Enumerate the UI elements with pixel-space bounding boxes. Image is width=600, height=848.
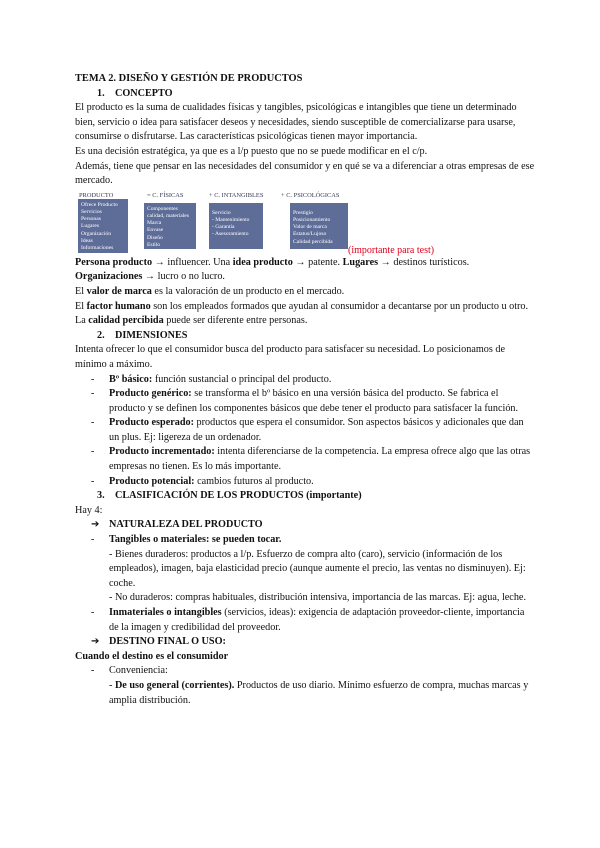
bold-term: Producto potencial: [109,475,195,487]
text-run: cambios futuros al producto. [194,475,314,487]
diagram-box-line: Servicio [212,209,231,216]
diagram-box-line: Marca [147,220,162,227]
diagram-box-line: Prestigio [293,209,313,216]
text-run: El [75,285,87,297]
category-heading-destino [75,635,535,650]
bold-term: idea producto [232,256,293,268]
diagram-box-line: Ofrece Producto [81,201,118,208]
bold-term: Persona producto [75,256,153,268]
bold-term: Producto incrementado: [109,446,215,458]
diagram-box-line: Diseño [147,234,163,241]
text-run: son los empleados formados que ayudan al consumidor a decantarse por un producto u otro. La [75,300,529,327]
paragraph: Intenta ofrecer lo que el consumidor busca del producto para satisfacer su necesidad. Lo posicionamos de mínimo a máximo. [75,344,505,370]
diagram-box-line: Personas [81,216,101,223]
text-run: (servicios, ideas): exigencia de adaptación proveedor-cliente, importancia de la imagen y credibilidad del proveedor. [109,607,525,633]
section-title: CONCEPTO [115,87,173,99]
text-run: → lucro o no lucro. [142,271,225,283]
diagram-box-line: - Garantía [212,224,235,231]
diagram-box-line: Lugares [81,223,100,230]
bold-term: Bº básico: [109,373,153,385]
text-run: se transforma el bº básico en una versión básica del producto. Se fabrica el producto y se definen los componentes básicos que debe tener el producto para satisfacer la función. [109,388,519,414]
list-dash: - [91,607,95,618]
paragraph: Hay 4: [75,504,103,516]
section-heading-clasificacion [75,489,535,504]
text-run: Productos de uso diario. Mínimo esfuerzo de compra, muchas marcas y amplia distribución. [109,679,529,706]
category-title: NATURALEZA DEL PRODUCTO [109,519,263,531]
diagram-box-line: Servicios [81,208,102,215]
section-heading-concepto [75,87,535,102]
text-run: El [75,300,87,312]
list-dash: - [91,388,95,400]
list-item [75,475,535,490]
diagram-label-fisicas: = C. FÍSICAS [147,191,184,199]
subheading: Cuando el destino es el consumidor [75,650,229,662]
list-item [75,387,535,416]
paragraph: Es una decisión estratégica, ya que es a l/p puesto que no se puede modificar en el c/p. [75,145,428,157]
bold-term: Inmateriales o intangibles [109,607,222,618]
text-run: puede ser diferente entre personas. [163,315,308,327]
section-title: DIMENSIONES [115,329,188,341]
list-dash: - [91,417,95,429]
paragraph [75,679,535,708]
bold-term: Lugares [342,256,379,268]
text-run: Conveniencia: [109,665,168,677]
diagram-box-line: Valor de marca [293,224,327,231]
diagram-box-line: - Asesoramiento [212,231,249,238]
arrow-icon: ➔ [91,636,100,648]
arrow-icon: ➔ [91,519,100,531]
diagram-box-line: - Mantenimiento [212,216,250,223]
diagram-box-line: Posicionamiento [293,216,331,223]
section-number: 3. [97,490,105,502]
diagram-label-intangibles: + C. INTANGIBLES [209,191,264,199]
diagram-box-intangibles [209,203,263,249]
document-body [75,72,535,708]
list-dash: - [91,446,95,458]
paragraph [75,270,535,285]
diagram-box-line: Componentes [147,205,178,212]
paragraph [75,285,535,300]
diagram-box-line: Estatus/Lujoso [293,231,327,238]
bold-term: Producto esperado: [109,417,194,429]
diagram-box-psicologicas [290,203,348,249]
bold-term: Tangibles o materiales: se pueden tocar. [109,534,282,546]
diagram-label-producto: PRODUCTO [79,191,114,199]
paragraph: Además, tiene que pensar en las necesidades del consumidor y en qué se va a diferenciar a otras empresas de ese mercado. [75,160,535,187]
text-run: → destinos turísticos. [378,256,470,268]
list-item [75,445,535,474]
category-title: DESTINO FINAL O USO: [109,636,226,648]
paragraph: El producto es la suma de cualidades físicas y tangibles, psicológicas e intangibles que tiene un determinado bien, servicio o idea para satisfacer deseos y necesidades, siendo susceptible de comercializarse para usarse, consumirse o disfrutarse. Las características psicológicas tienen mayor importancia. [75,102,517,143]
section-heading-dimensiones [75,329,535,344]
list-dash: - [91,373,95,385]
bold-term: valor de marca [86,285,152,297]
diagram-box-line: Envase [147,227,164,234]
diagram-box-producto [78,199,128,253]
list-dash: - [91,534,95,546]
section-number: 2. [97,329,105,341]
text-run: función sustancial o principal del producto. [152,373,332,385]
page-title: TEMA 2. DISEÑO Y GESTIÓN DE PRODUCTOS [75,73,303,84]
section-title: CLASIFICACIÓN DE LOS PRODUCTOS (importante) [115,490,362,502]
list-dash: - [91,665,95,677]
diagram-box-line: Estilo [147,241,161,248]
category-heading-naturaleza [75,518,535,533]
text-run: intenta diferenciarse de la competencia. La empresa ofrece algo que las otras empresas no tienen. Es lo más importante. [109,446,531,473]
diagram-box-line: Calidad percibida [293,238,333,245]
paragraph [75,256,535,271]
list-item [75,664,535,679]
bold-term: Producto genérico: [109,388,192,400]
text-run: productos que espera el consumidor. Son aspectos básicos y adicionales que dan un plus. Ej: ligereza de un ordenador. [109,417,524,443]
paragraph: - No duraderos: compras habituales, distribución intensiva, importancia de las marcas. Ej: agua, leche. [109,592,526,604]
bold-term: Organizaciones [75,271,143,283]
diagram-box-line: Informaciones [81,244,114,251]
list-item [75,373,535,388]
diagram-box-line: Ideas [81,237,93,244]
diagram-box-line: calidad, materiales [147,212,189,219]
list-item [75,416,535,445]
paragraph [75,300,535,329]
bold-term: factor humano [86,300,151,312]
diagram-label-psicologicas: + C. PSICOLÓGICAS [281,191,340,199]
text-run: es la valoración de un producto en el mercado. [151,285,345,297]
bold-term: De uso general (corrientes). [114,679,235,691]
list-item [75,606,535,635]
paragraph: - Bienes duraderos: productos a l/p. Esfuerzo de compra alto (caro), servicio (información de los empleados), imagen, baja elasticidad precio (aunque aumente el precio, las ventas no disminuyen). Ej: coche. [109,548,526,589]
text-run: - [109,679,115,691]
list-dash: - [91,475,95,487]
list-item [75,533,535,548]
diagram-box-fisicas [144,203,196,249]
diagram-box-line: Organización [81,230,112,237]
bold-term: calidad percibida [88,315,164,327]
test-importance-note: (importante para test) [348,244,435,256]
section-number: 1. [97,87,105,99]
text-run: → influencer. Una [152,256,233,268]
text-run: → patente. [292,256,343,268]
product-components-diagram [75,190,535,256]
